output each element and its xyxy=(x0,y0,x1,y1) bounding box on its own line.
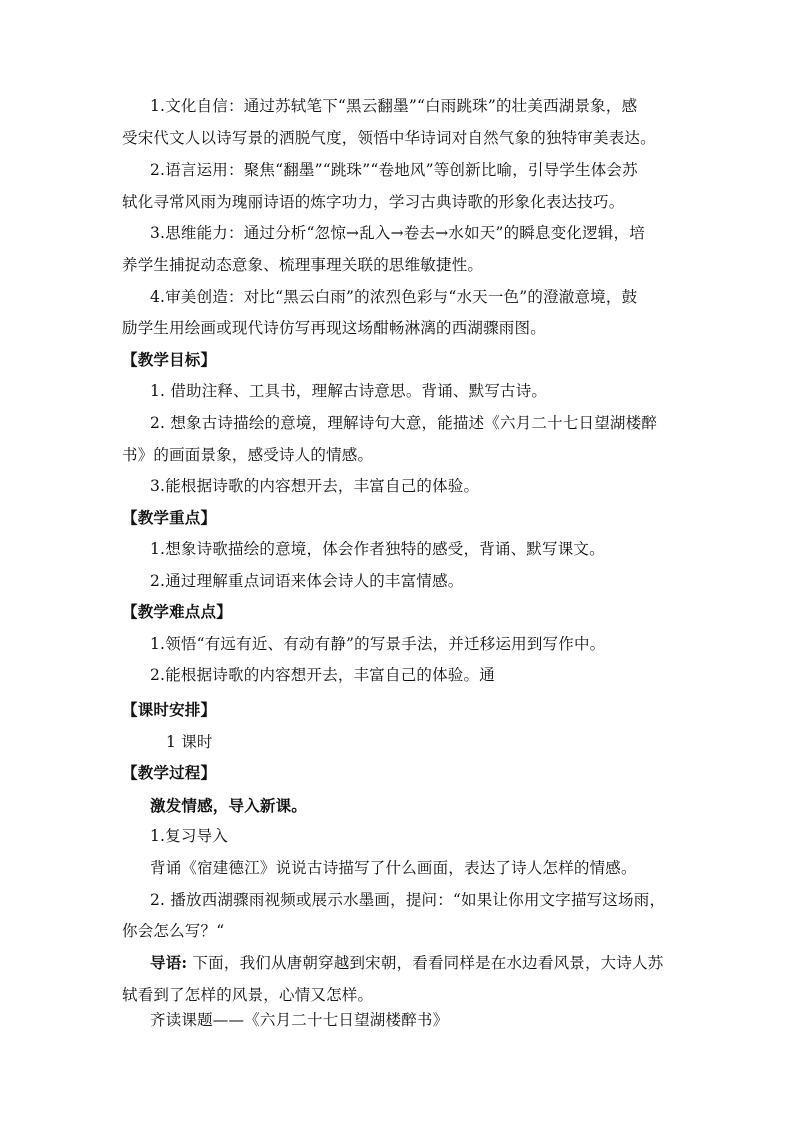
objective-1-line-1: 1.文化自信：通过苏轼笔下“黑云翻墨”“白雨跳珠”的壮美西湖景象，感 xyxy=(150,97,638,115)
teaching-goal-1: 1. 借助注释、工具书，理解古诗意思。背诵、默写古诗。 xyxy=(150,382,548,400)
process-heading: 【教学过程】 xyxy=(122,764,217,782)
objective-4-line-2: 励学生用绘画或现代诗仿写再现这场酣畅淋漓的西湖骤雨图。 xyxy=(122,319,546,337)
process-step-1: 1.复习导入 xyxy=(150,827,228,845)
objective-4-line-1: 4.审美创造：对比“黑云白雨”的浓烈色彩与“水天一色”的澄澈意境，鼓 xyxy=(150,288,638,306)
teaching-goals-heading: 【教学目标】 xyxy=(122,351,217,369)
key-point-2: 2.通过理解重点词语来体会诗人的丰富情感。 xyxy=(150,572,464,590)
teaching-goal-2-line-2: 书》的画面景象，感受诗人的情感。 xyxy=(122,446,374,464)
difficult-points-heading: 【教学难点点】 xyxy=(122,603,232,621)
key-point-1: 1.想象诗歌描绘的意境，体会作者独特的感受，背诵、默写课文。 xyxy=(150,540,605,558)
teaching-goal-3: 3.能根据诗歌的内容想开去，丰富自己的体验。 xyxy=(150,477,480,495)
teaching-goal-2-line-1: 2. 想象古诗描绘的意境，理解诗句大意，能描述《六月二十七日望湖楼醉 xyxy=(150,414,658,432)
objective-3-line-2: 养学生捕捉动态意象、梳理事理关联的思维敏捷性。 xyxy=(122,256,484,274)
process-step-2-line-1: 2. 播放西湖骤雨视频或展示水墨画，提问：“如果让你用文字描写这场雨， xyxy=(150,891,666,909)
process-step-1-text: 背诵《宿建德江》说说古诗描写了什么画面，表达了诗人怎样的情感。 xyxy=(150,859,637,877)
process-step-2-line-2: 你会怎么写？“ xyxy=(122,922,225,940)
difficult-point-1: 1.领悟“有远有近、有动有静”的写景手法，并迁移运用到写作中。 xyxy=(150,635,606,653)
objective-1-line-2: 受宋代文人以诗写景的洒脱气度，领悟中华诗词对自然气象的独特审美表达。 xyxy=(122,129,656,147)
guide-paragraph-line-1 xyxy=(150,953,663,973)
schedule-value: 1 课时 xyxy=(166,733,213,751)
guide-paragraph-line-2: 轼看到了怎样的风景，心情又怎样。 xyxy=(122,986,374,1004)
objective-3-line-1: 3.思维能力：通过分析“忽惊→乱入→卷去→水如天”的瞬息变化逻辑，培 xyxy=(150,224,645,242)
objective-2-line-2: 轼化寻常风雨为瑰丽诗语的炼字功力，学习古典诗歌的形象化表达技巧。 xyxy=(122,193,625,211)
schedule-heading: 【课时安排】 xyxy=(122,701,217,719)
objective-2-line-1: 2.语言运用：聚焦“翻墨”“跳珠”“卷地风”等创新比喻，引导学生体会苏 xyxy=(150,161,638,179)
read-title: 齐读课题——《六月二十七日望湖楼醉书》 xyxy=(150,1011,449,1029)
guide-text-line-1: 下面，我们从唐朝穿越到宋朝，看看同样是在水边看风景，大诗人苏 xyxy=(192,954,664,972)
process-intro: 激发情感，导入新课。 xyxy=(150,796,308,815)
difficult-point-2: 2.能根据诗歌的内容想开去，丰富自己的体验。通 xyxy=(150,666,495,684)
key-points-heading: 【教学重点】 xyxy=(122,509,217,527)
guide-label: 导语: xyxy=(150,953,188,972)
